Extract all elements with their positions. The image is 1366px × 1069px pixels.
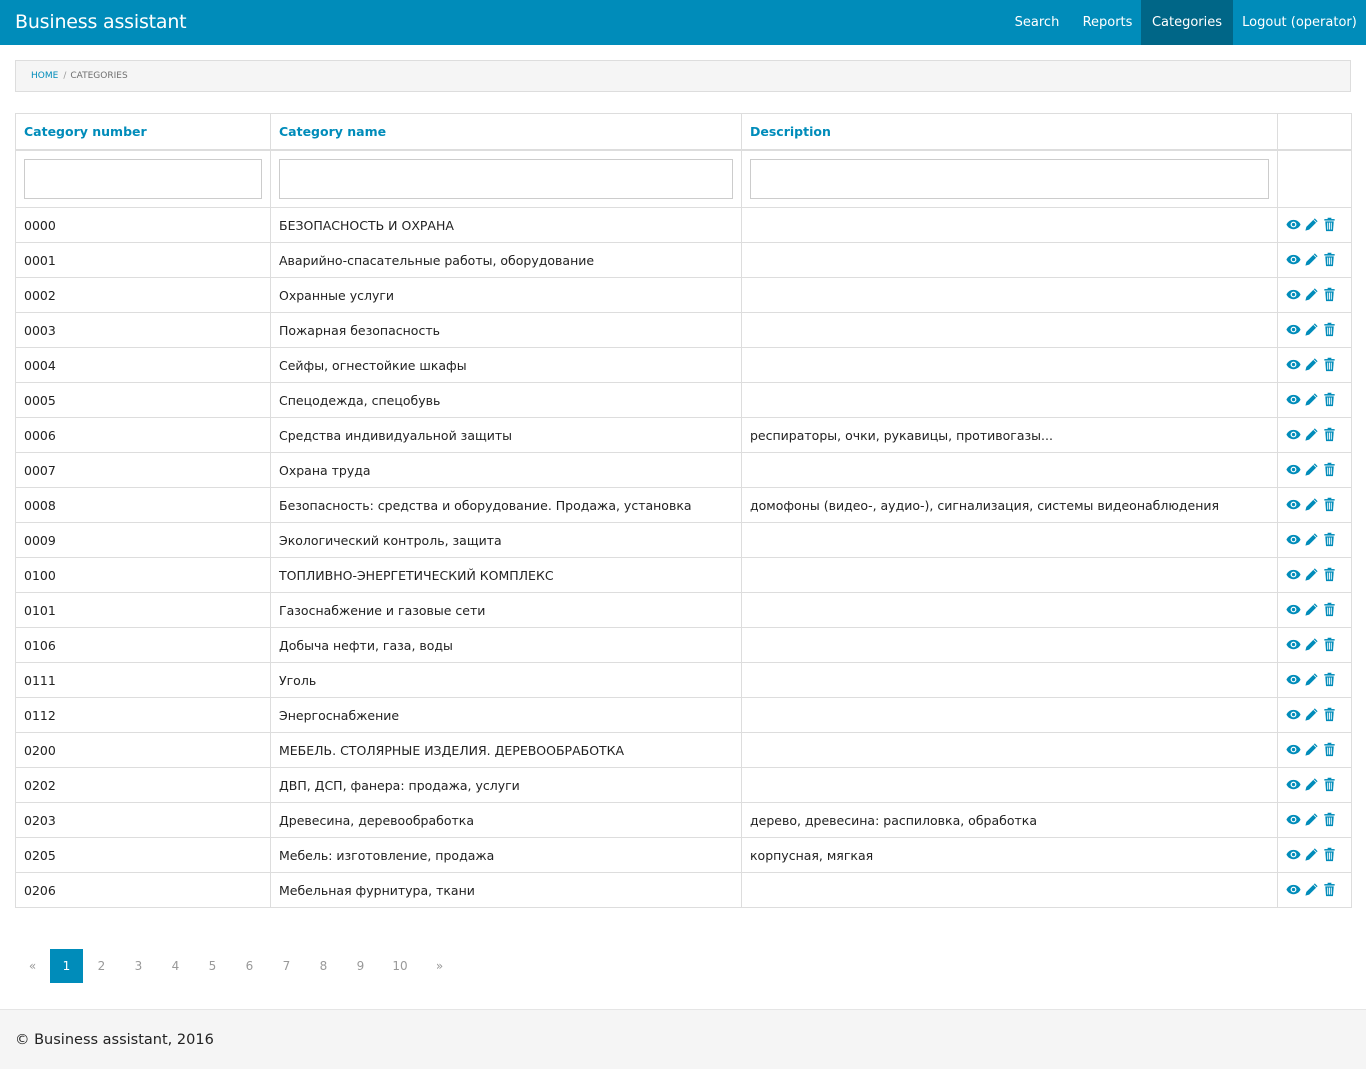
table-row [16,243,1352,278]
cell-description [742,278,1278,313]
cell-description [742,663,1278,698]
row-actions [1286,672,1343,688]
cell-actions [1278,663,1352,698]
pagination-page-9[interactable]: 9 [356,959,365,973]
nav-categories[interactable]: Categories [1141,0,1233,45]
pencil-icon[interactable] [1304,707,1321,723]
cell-description [742,383,1278,418]
eye-icon[interactable] [1286,497,1303,513]
nav-logout[interactable]: Logout (operator) [1242,15,1357,30]
eye-icon[interactable] [1286,532,1303,548]
table-row [16,733,1352,768]
cell-description [742,698,1278,733]
cell-category-number: 0100 [16,558,271,593]
pagination-page-10[interactable]: 10 [392,959,408,973]
categories-table [15,113,1352,908]
cell-actions [1278,698,1352,733]
cell-category-name: Спецодежда, спецобувь [271,383,742,418]
cell-actions [1278,628,1352,663]
cell-actions [1278,768,1352,803]
eye-icon[interactable] [1286,567,1303,583]
cell-actions [1278,278,1352,313]
cell-description: респираторы, очки, рукавицы, противогазы... [742,418,1278,453]
trash-icon[interactable] [1322,602,1339,618]
trash-icon[interactable] [1322,882,1339,898]
pencil-icon[interactable] [1304,497,1321,513]
cell-actions [1278,208,1352,243]
pencil-icon[interactable] [1304,777,1321,793]
cell-category-number: 0005 [16,383,271,418]
eye-icon[interactable] [1286,322,1303,338]
eye-icon[interactable] [1286,742,1303,758]
cell-category-name: Мебельная фурнитура, ткани [271,873,742,908]
table-row [16,768,1352,803]
pencil-icon[interactable] [1304,812,1321,828]
row-actions [1286,392,1343,408]
cell-category-number: 0203 [16,803,271,838]
cell-category-number: 0202 [16,768,271,803]
header-actions [1278,114,1352,150]
cell-category-name: ДВП, ДСП, фанера: продажа, услуги [271,768,742,803]
cell-category-name: Энергоснабжение [271,698,742,733]
cell-category-name: Сейфы, огнестойкие шкафы [271,348,742,383]
cell-category-number: 0205 [16,838,271,873]
cell-category-number: 0111 [16,663,271,698]
breadcrumb-home[interactable]: HOME [31,71,59,81]
cell-actions [1278,348,1352,383]
cell-category-name: Газоснабжение и газовые сети [271,593,742,628]
table-row [16,313,1352,348]
pencil-icon[interactable] [1304,882,1321,898]
cell-description [742,523,1278,558]
table-row [16,698,1352,733]
trash-icon[interactable] [1322,567,1339,583]
row-actions [1286,322,1343,338]
cell-category-number: 0006 [16,418,271,453]
table-row [16,558,1352,593]
cell-description [742,208,1278,243]
cell-category-number: 0001 [16,243,271,278]
filter-description-input[interactable] [750,159,1269,199]
cell-category-name: Добыча нефти, газа, воды [271,628,742,663]
table-row [16,803,1352,838]
cell-category-name: ТОПЛИВНО-ЭНЕРГЕТИЧЕСКИЙ КОМПЛЕКС [271,558,742,593]
table-row [16,523,1352,558]
cell-description: домофоны (видео-, аудио-), сигнализация, системы видеонаблюдения [742,488,1278,523]
breadcrumb-separator: / [63,71,67,81]
cell-description [742,348,1278,383]
table-row [16,348,1352,383]
cell-description [742,558,1278,593]
cell-category-name: Охрана труда [271,453,742,488]
trash-icon[interactable] [1322,812,1339,828]
cell-category-name: Мебель: изготовление, продажа [271,838,742,873]
cell-description [742,873,1278,908]
pencil-icon[interactable] [1304,532,1321,548]
pencil-icon[interactable] [1304,672,1321,688]
cell-actions [1278,383,1352,418]
pagination-page-4[interactable]: 4 [171,959,180,973]
table-row [16,628,1352,663]
pencil-icon[interactable] [1304,427,1321,443]
filter-cell-name [271,150,742,208]
nav-reports[interactable]: Reports [1082,15,1133,30]
cell-category-number: 0002 [16,278,271,313]
cell-category-name: Охранные услуги [271,278,742,313]
trash-icon[interactable] [1322,497,1339,513]
pagination [15,949,458,983]
filter-cell-description [742,150,1278,208]
row-actions [1286,707,1343,723]
breadcrumb-current: CATEGORIES [70,71,128,81]
row-actions [1286,287,1343,303]
filter-cell-number [16,150,271,208]
row-actions [1286,777,1343,793]
eye-icon[interactable] [1286,672,1303,688]
trash-icon[interactable] [1322,742,1339,758]
cell-description: дерево, древесина: распиловка, обработка [742,803,1278,838]
cell-category-number: 0004 [16,348,271,383]
row-actions [1286,497,1343,513]
cell-category-number: 0003 [16,313,271,348]
eye-icon[interactable] [1286,777,1303,793]
eye-icon[interactable] [1286,392,1303,408]
pagination-page-8[interactable]: 8 [319,959,328,973]
filter-name-input[interactable] [279,159,733,199]
pencil-icon[interactable] [1304,602,1321,618]
eye-icon[interactable] [1286,707,1303,723]
trash-icon[interactable] [1322,217,1339,233]
row-actions [1286,462,1343,478]
eye-icon[interactable] [1286,637,1303,653]
row-actions [1286,742,1343,758]
trash-icon[interactable] [1322,777,1339,793]
nav-search[interactable]: Search [1014,15,1060,30]
table-row [16,873,1352,908]
cell-actions [1278,593,1352,628]
trash-icon[interactable] [1322,672,1339,688]
cell-category-number: 0106 [16,628,271,663]
eye-icon[interactable] [1286,217,1303,233]
row-actions [1286,882,1343,898]
cell-description [742,313,1278,348]
pagination-page-2[interactable]: 2 [97,959,106,973]
trash-icon[interactable] [1322,847,1339,863]
eye-icon[interactable] [1286,252,1303,268]
table-row [16,453,1352,488]
table-row [16,383,1352,418]
cell-category-number: 0112 [16,698,271,733]
eye-icon[interactable] [1286,427,1303,443]
cell-category-number: 0008 [16,488,271,523]
cell-actions [1278,418,1352,453]
header-category-name[interactable]: Category name [271,114,742,150]
pencil-icon[interactable] [1304,567,1321,583]
pencil-icon[interactable] [1304,637,1321,653]
trash-icon[interactable] [1322,427,1339,443]
cell-category-number: 0009 [16,523,271,558]
cell-actions [1278,523,1352,558]
row-actions [1286,847,1343,863]
cell-description: корпусная, мягкая [742,838,1278,873]
trash-icon[interactable] [1322,462,1339,478]
cell-description [742,593,1278,628]
row-actions [1286,252,1343,268]
eye-icon[interactable] [1286,882,1303,898]
nav-menu [1000,0,1366,45]
eye-icon[interactable] [1286,847,1303,863]
cell-description [742,733,1278,768]
pencil-icon[interactable] [1304,742,1321,758]
pencil-icon[interactable] [1304,322,1321,338]
eye-icon[interactable] [1286,812,1303,828]
cell-description [742,628,1278,663]
cell-description [742,768,1278,803]
cell-actions [1278,313,1352,348]
table-body [16,208,1352,908]
cell-actions [1278,558,1352,593]
trash-icon[interactable] [1322,252,1339,268]
cell-category-number: 0200 [16,733,271,768]
cell-actions [1278,488,1352,523]
row-actions [1286,602,1343,618]
cell-category-name: МЕБЕЛЬ. СТОЛЯРНЫЕ ИЗДЕЛИЯ. ДЕРЕВООБРАБОТКА [271,733,742,768]
cell-category-name: Безопасность: средства и оборудование. Продажа, установка [271,488,742,523]
pagination-page-5[interactable]: 5 [208,959,217,973]
trash-icon[interactable] [1322,532,1339,548]
cell-category-name: Древесина, деревообработка [271,803,742,838]
table-row [16,593,1352,628]
cell-actions [1278,838,1352,873]
table-row [16,278,1352,313]
eye-icon[interactable] [1286,287,1303,303]
cell-category-name: Аварийно-спасательные работы, оборудование [271,243,742,278]
eye-icon[interactable] [1286,357,1303,373]
cell-category-name: Экологический контроль, защита [271,523,742,558]
table-row [16,208,1352,243]
cell-category-number: 0007 [16,453,271,488]
cell-description [742,453,1278,488]
trash-icon[interactable] [1322,637,1339,653]
pencil-icon[interactable] [1304,847,1321,863]
pagination-page-1[interactable]: 1 [50,949,83,983]
cell-category-number: 0206 [16,873,271,908]
table-row [16,418,1352,453]
cell-category-name: Средства индивидуальной защиты [271,418,742,453]
pencil-icon[interactable] [1304,462,1321,478]
cell-actions [1278,453,1352,488]
cell-actions [1278,803,1352,838]
trash-icon[interactable] [1322,287,1339,303]
row-actions [1286,637,1343,653]
navbar [0,0,1366,45]
pencil-icon[interactable] [1304,287,1321,303]
trash-icon[interactable] [1322,357,1339,373]
pagination-next[interactable]: » [435,959,444,973]
pencil-icon[interactable] [1304,392,1321,408]
row-actions [1286,427,1343,443]
row-actions [1286,567,1343,583]
cell-category-name: Пожарная безопасность [271,313,742,348]
cell-actions [1278,873,1352,908]
cell-category-name: Уголь [271,663,742,698]
header-description[interactable]: Description [742,114,1278,150]
row-actions [1286,217,1343,233]
footer-copyright: © Business assistant, 2016 [15,1032,214,1048]
filter-cell-empty [1278,150,1352,208]
cell-actions [1278,243,1352,278]
row-actions [1286,357,1343,373]
eye-icon[interactable] [1286,462,1303,478]
pagination-page-3[interactable]: 3 [134,959,143,973]
table-row [16,488,1352,523]
trash-icon[interactable] [1322,707,1339,723]
row-actions [1286,532,1343,548]
eye-icon[interactable] [1286,602,1303,618]
breadcrumb [15,60,1351,92]
pagination-prev[interactable]: « [28,959,37,973]
row-actions [1286,812,1343,828]
pencil-icon[interactable] [1304,357,1321,373]
brand-link[interactable]: Business assistant [15,11,187,33]
cell-actions [1278,733,1352,768]
cell-category-number: 0101 [16,593,271,628]
pencil-icon[interactable] [1304,252,1321,268]
table-row [16,838,1352,873]
filter-number-input[interactable] [24,159,262,199]
cell-description [742,243,1278,278]
pagination-page-7[interactable]: 7 [282,959,291,973]
header-category-number[interactable]: Category number [16,114,271,150]
pagination-page-6[interactable]: 6 [245,959,254,973]
cell-category-name: БЕЗОПАСНОСТЬ И ОХРАНА [271,208,742,243]
table-row [16,663,1352,698]
footer [0,1009,1366,1069]
trash-icon[interactable] [1322,322,1339,338]
pencil-icon[interactable] [1304,217,1321,233]
trash-icon[interactable] [1322,392,1339,408]
cell-category-number: 0000 [16,208,271,243]
